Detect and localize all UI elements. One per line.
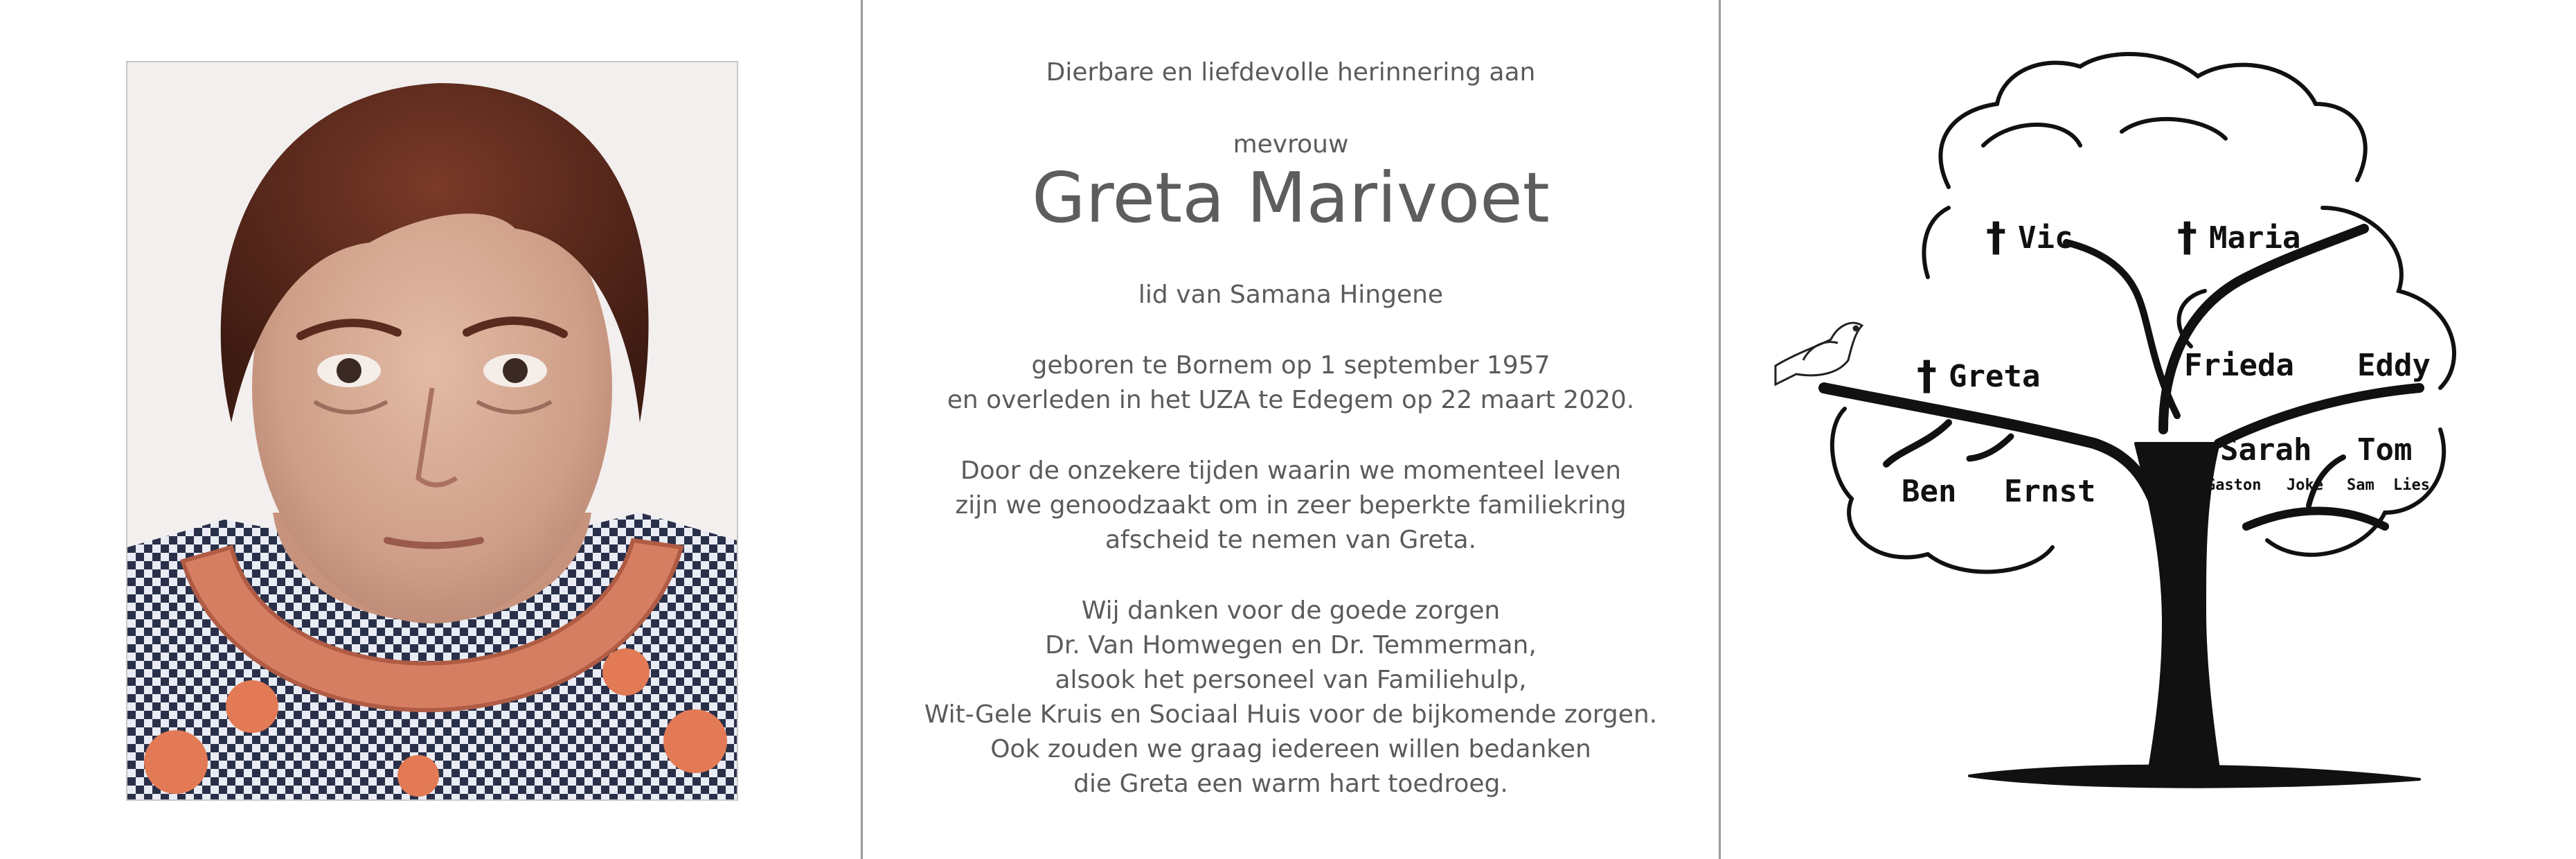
paragraph2-line: Wij danken voor de goede zorgen xyxy=(1081,596,1501,625)
intro-line: Dierbare en liefdevolle herinnering aan xyxy=(1046,58,1536,87)
tree-label-greta: Greta xyxy=(1949,359,2041,394)
branch xyxy=(1969,436,2011,459)
tree-label-gaston: Gaston xyxy=(2206,477,2262,494)
canopy-outline xyxy=(2122,119,2226,139)
paragraph1-line: afscheid te nemen van Greta. xyxy=(1105,526,1476,554)
paragraph2-line: Wit-Gele Kruis en Sociaal Huis voor de bijkomende zorgen. xyxy=(924,700,1658,729)
death-line: en overleden in het UZA te Edegem op 22 maart 2020. xyxy=(947,386,1635,414)
tree-label-ernst: Ernst xyxy=(2004,474,2096,509)
cross-icon: † xyxy=(2177,213,2197,260)
ground xyxy=(1969,766,2420,787)
paragraph2-line: Dr. Van Homwegen en Dr. Temmerman, xyxy=(1045,631,1537,659)
tree-label-ben: Ben xyxy=(1902,474,1957,509)
tree-label-maria: Maria xyxy=(2209,220,2301,256)
dove-icon xyxy=(1776,323,1862,384)
paragraph1-line: zijn we genoodzaakt om in zeer beperkte familiekring xyxy=(955,491,1627,520)
cross-icon: † xyxy=(1917,352,1937,399)
tree-label-frieda: Frieda xyxy=(2184,348,2294,383)
branch xyxy=(1886,423,1949,464)
family-tree-panel xyxy=(1720,0,2576,859)
family-tree-drawing xyxy=(1720,0,2576,859)
paragraph2-line: Ook zouden we graag iedereen willen bedanken xyxy=(990,735,1591,763)
birth-line: geboren te Bornem op 1 september 1957 xyxy=(1031,351,1550,380)
tree-label-tom: Tom xyxy=(2357,432,2413,468)
canopy-outline xyxy=(1983,125,2080,145)
branch xyxy=(2066,242,2177,416)
photo-panel xyxy=(0,0,861,859)
membership-line: lid van Samana Hingene xyxy=(1138,281,1444,309)
tree-label-vic: Vic xyxy=(2018,220,2073,256)
tree-label-eddy: Eddy xyxy=(2357,348,2431,383)
branch xyxy=(1824,388,2163,526)
paragraph1-line: Door de onzekere tijden waarin we momenteel leven xyxy=(960,457,1622,485)
canopy-outline xyxy=(1924,208,1949,277)
tree-label-lies: Lies xyxy=(2393,477,2430,494)
paragraph2-line: alsook het personeel van Familiehulp, xyxy=(1055,666,1527,694)
deceased-name: Greta Marivoet xyxy=(1032,157,1550,238)
memorial-text-panel xyxy=(863,0,1719,859)
tree-label-sarah: Sarah xyxy=(2220,432,2312,468)
tree-label-joke: Joke xyxy=(2287,477,2323,494)
portrait-photo xyxy=(126,61,738,801)
branch xyxy=(2246,511,2385,527)
cross-icon: † xyxy=(1986,213,2006,260)
tree-label-sam: Sam xyxy=(2347,477,2374,494)
paragraph2-line: die Greta een warm hart toedroeg. xyxy=(1073,770,1508,798)
salutation: mevrouw xyxy=(1233,130,1349,159)
portrait-illustration xyxy=(127,62,737,799)
